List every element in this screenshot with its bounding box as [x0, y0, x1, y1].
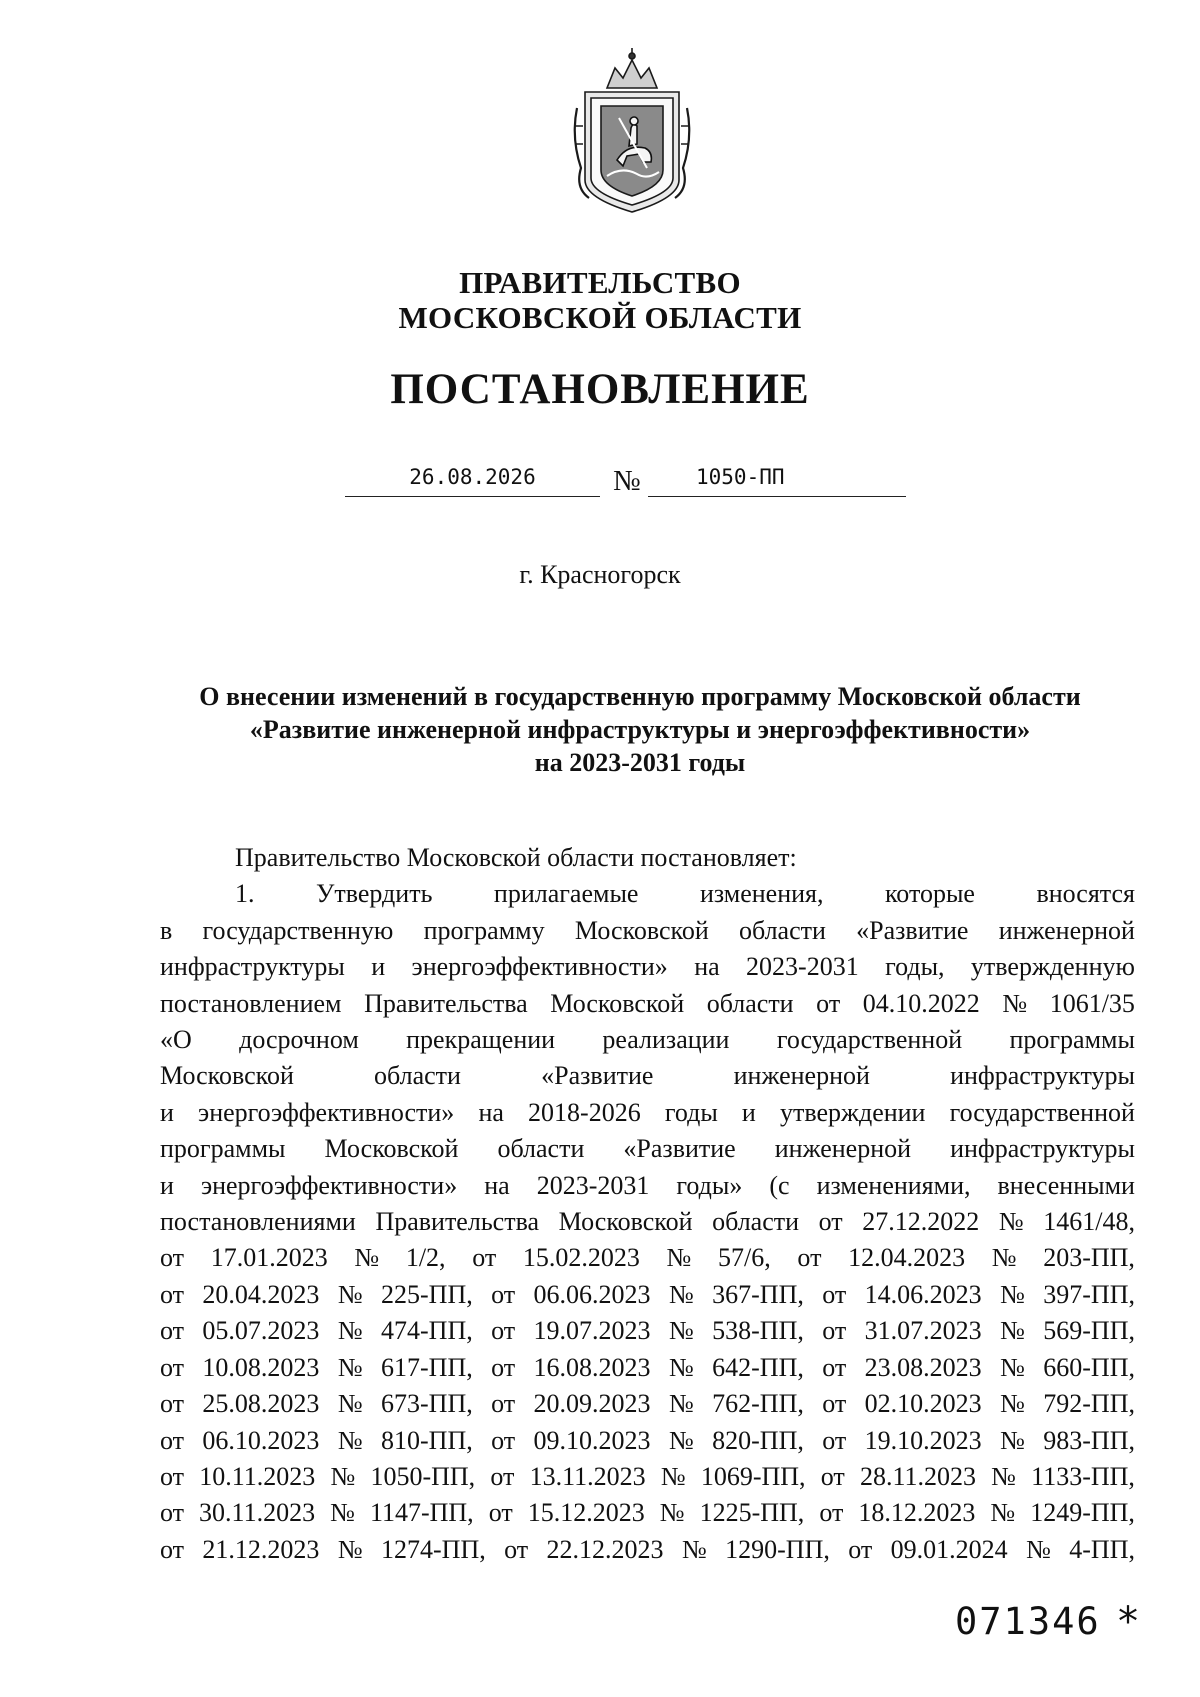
body-word: от: [819, 1498, 844, 1528]
body-word: Утвердить: [315, 879, 433, 909]
body-line: [160, 1313, 1135, 1349]
body-line: [160, 1350, 1135, 1386]
body-word: от: [818, 1207, 843, 1237]
body-word: 367-ПП,: [712, 1279, 804, 1309]
body-word: Правительства: [375, 1207, 540, 1237]
subject-line: «Развитие инженерной инфраструктуры и энергоэффективности»: [249, 715, 1031, 744]
body-word: №: [668, 1316, 694, 1346]
body-word: 02.10.2023: [864, 1389, 982, 1419]
body-word: №: [1026, 1534, 1051, 1564]
body-word: и: [741, 1097, 756, 1127]
body-line: [160, 1423, 1135, 1459]
body-word: от: [848, 1534, 873, 1564]
body-word: на: [478, 1097, 504, 1127]
body-word: Московской: [324, 1134, 459, 1164]
body-line: [160, 1386, 1135, 1422]
body-word: 1225-ПП,: [699, 1498, 805, 1528]
body-word: №: [668, 1425, 694, 1455]
body-word: от: [160, 1352, 185, 1382]
body-word: 23.08.2023: [864, 1352, 982, 1382]
body-word: программы: [160, 1134, 286, 1164]
body-word: 05.07.2023: [202, 1316, 320, 1346]
body-word: годы: [664, 1097, 718, 1127]
body-word: «Развитие: [623, 1134, 736, 1164]
body-word: №: [668, 1279, 694, 1309]
body-word: от: [822, 1279, 847, 1309]
body-word: 25.08.2023: [202, 1389, 320, 1419]
body-lines: [160, 876, 1135, 1568]
body-word: 820-ПП,: [712, 1425, 804, 1455]
body-word: №: [991, 1461, 1016, 1491]
body-word: изменения,: [699, 879, 824, 909]
body-word: энергоэффективности»: [198, 1097, 455, 1127]
body-word: №: [1000, 1352, 1025, 1382]
body-line: [160, 1459, 1135, 1495]
body-word: государственной: [776, 1025, 963, 1055]
body-word: вносятся: [1036, 879, 1135, 909]
body-word: от: [160, 1316, 185, 1346]
body-word: Московской: [160, 1061, 294, 1091]
body-word: государственную: [202, 915, 394, 945]
body-word: №: [337, 1316, 363, 1346]
body-word: области: [712, 1207, 800, 1237]
body-word: 2023-2031: [746, 952, 859, 982]
body-word: области: [374, 1061, 461, 1091]
body-word: области: [497, 1134, 585, 1164]
body-word: 31.07.2023: [864, 1316, 982, 1346]
body-word: 04.10.2022: [862, 988, 980, 1018]
body-word: 10.08.2023: [202, 1352, 320, 1382]
body-word: от: [488, 1498, 513, 1528]
body-word: №: [668, 1352, 694, 1382]
body-word: 13.11.2023: [529, 1461, 646, 1491]
body-word: области: [706, 988, 794, 1018]
body-line: [160, 876, 1135, 912]
body-word: №: [354, 1243, 380, 1273]
body-word: от: [491, 1316, 516, 1346]
body-word: 1249-ПП,: [1030, 1498, 1135, 1528]
body-line: [160, 1495, 1135, 1531]
body-intro: Правительство Московской области постановляет:: [235, 843, 797, 872]
body-word: от: [816, 988, 841, 1018]
body-word: изменениями,: [816, 1170, 971, 1200]
body-word: энергоэффективности»: [200, 1170, 458, 1200]
body-word: от: [160, 1425, 185, 1455]
body-word: инфраструктуры: [160, 952, 345, 982]
body-word: №: [330, 1461, 356, 1491]
body-word: 1147-ПП,: [369, 1498, 474, 1528]
body-word: от: [822, 1316, 847, 1346]
body-word: №: [337, 1352, 363, 1382]
body-word: 10.11.2023: [199, 1461, 316, 1491]
body-line: [160, 1532, 1135, 1568]
body-word: 12.04.2023: [848, 1243, 966, 1273]
body-word: (с: [769, 1170, 790, 1200]
body-word: 28.11.2023: [859, 1461, 976, 1491]
body-word: 27.12.2022: [862, 1207, 980, 1237]
body-word: от: [822, 1425, 847, 1455]
coat-of-arms-icon: [567, 48, 697, 216]
body-word: от: [797, 1243, 822, 1273]
body-word: программу: [423, 915, 545, 945]
body-word: от: [822, 1389, 847, 1419]
body-word: от: [160, 1389, 185, 1419]
body-word: №: [337, 1425, 363, 1455]
body-word: от: [160, 1534, 185, 1564]
body-word: 30.11.2023: [199, 1498, 316, 1528]
body-line: [160, 913, 1135, 949]
body-word: инженерной: [774, 1134, 912, 1164]
body-word: «О: [160, 1025, 192, 1055]
body-word: и: [160, 1170, 174, 1200]
body-word: 1274-ПП,: [381, 1534, 486, 1564]
body-word: 397-ПП,: [1043, 1279, 1135, 1309]
body-line: [160, 949, 1135, 985]
body-word: прекращении: [406, 1025, 556, 1055]
body-word: №: [998, 1207, 1024, 1237]
body-word: 21.12.2023: [202, 1534, 320, 1564]
body-word: 538-ПП,: [712, 1316, 804, 1346]
body-word: 16.08.2023: [533, 1352, 651, 1382]
body-word: утверждении: [779, 1097, 926, 1127]
body-word: 1050-ПП,: [370, 1461, 476, 1491]
body-line: [160, 1022, 1135, 1058]
body-word: 1/2,: [405, 1243, 446, 1273]
body-word: 06.06.2023: [533, 1279, 651, 1309]
body-word: 57/6,: [718, 1243, 771, 1273]
body-word: от: [160, 1279, 185, 1309]
body-word: 22.12.2023: [546, 1534, 664, 1564]
body-word: от: [160, 1243, 185, 1273]
body-word: от: [490, 1461, 515, 1491]
body-word: 1290-ПП,: [725, 1534, 830, 1564]
body-word: от: [491, 1352, 516, 1382]
body-word: внесенными: [997, 1170, 1135, 1200]
body-word: и: [160, 1097, 174, 1127]
body-word: 1133-ПП,: [1031, 1461, 1135, 1491]
body-word: №: [337, 1389, 363, 1419]
body-word: №: [990, 1498, 1016, 1528]
body-word: №: [1002, 988, 1028, 1018]
serial-number: 071346: [955, 1600, 1101, 1643]
body-word: 09.01.2024: [890, 1534, 1008, 1564]
body-word: 17.01.2023: [210, 1243, 328, 1273]
body-word: от: [160, 1498, 185, 1528]
body-word: 983-ПП,: [1043, 1425, 1135, 1455]
document-date: 26.08.2026: [345, 462, 600, 497]
body-word: 810-ПП,: [381, 1425, 473, 1455]
body-word: «Развитие: [541, 1061, 654, 1091]
body-word: 14.06.2023: [864, 1279, 982, 1309]
body-word: от: [160, 1461, 185, 1491]
body-line: [160, 1277, 1135, 1313]
body-word: №: [1000, 1316, 1025, 1346]
body-word: №: [337, 1279, 363, 1309]
body-word: №: [991, 1243, 1017, 1273]
body-word: 642-ПП,: [712, 1352, 804, 1382]
body-word: инфраструктуры: [950, 1061, 1135, 1091]
body-word: 15.02.2023: [522, 1243, 640, 1273]
body-word: инженерной: [998, 915, 1135, 945]
body-word: 2018-2026: [528, 1097, 641, 1127]
body-word: от: [822, 1352, 847, 1382]
body-word: №: [1000, 1425, 1025, 1455]
body-word: годы»: [676, 1170, 743, 1200]
document-number: 1050-ПП: [696, 465, 785, 489]
body-word: годы,: [885, 952, 945, 982]
document-body: [160, 840, 1135, 1568]
body-line: [160, 1131, 1135, 1167]
body-word: 18.12.2023: [858, 1498, 976, 1528]
body-word: прилагаемые: [493, 879, 639, 909]
body-word: на: [484, 1170, 510, 1200]
body-word: №: [337, 1534, 363, 1564]
number-sign: №: [613, 465, 641, 497]
body-word: №: [1000, 1389, 1025, 1419]
body-word: инженерной: [733, 1061, 870, 1091]
subject-line: О внесении изменений в государственную программу Московской области: [199, 682, 1081, 711]
body-word: 792-ПП,: [1043, 1389, 1135, 1419]
body-line: [160, 1204, 1135, 1240]
body-word: инфраструктуры: [950, 1134, 1135, 1164]
body-line: [160, 1168, 1135, 1204]
body-word: на: [694, 952, 720, 982]
body-word: от: [504, 1534, 529, 1564]
body-line: [160, 986, 1135, 1022]
body-word: №: [660, 1461, 686, 1491]
body-word: программы: [1009, 1025, 1135, 1055]
body-word: №: [666, 1243, 692, 1273]
body-word: 617-ПП,: [381, 1352, 473, 1382]
body-word: государственной: [949, 1097, 1135, 1127]
body-word: 4-ПП,: [1069, 1534, 1135, 1564]
body-word: 1069-ПП,: [700, 1461, 806, 1491]
body-word: 2023-2031: [536, 1170, 650, 1200]
body-word: от: [820, 1461, 845, 1491]
body-word: области: [738, 915, 826, 945]
body-word: 660-ПП,: [1043, 1352, 1135, 1382]
body-word: №: [668, 1389, 694, 1419]
body-word: от: [491, 1425, 516, 1455]
body-word: Московской: [574, 915, 709, 945]
body-word: реализации: [602, 1025, 730, 1055]
body-word: «Развитие: [856, 915, 969, 945]
body-word: 673-ПП,: [381, 1389, 473, 1419]
body-word: 20.09.2023: [533, 1389, 651, 1419]
body-word: 19.10.2023: [864, 1425, 982, 1455]
body-word: 19.07.2023: [533, 1316, 651, 1346]
body-word: от: [472, 1243, 497, 1273]
body-word: 762-ПП,: [712, 1389, 804, 1419]
document-number-field: [648, 462, 906, 497]
body-line: [160, 1058, 1135, 1094]
body-word: 20.04.2023: [202, 1279, 320, 1309]
body-word: 569-ПП,: [1043, 1316, 1135, 1346]
body-word: №: [1000, 1279, 1025, 1309]
body-word: Правительства: [364, 988, 528, 1018]
body-line: [160, 1240, 1135, 1276]
body-word: постановлениями: [160, 1207, 356, 1237]
body-word: №: [681, 1534, 707, 1564]
document-type: ПОСТАНОВЛЕНИЕ: [390, 366, 810, 413]
body-word: которые: [884, 879, 975, 909]
body-word: 474-ПП,: [381, 1316, 473, 1346]
government-name-line1: ПРАВИТЕЛЬСТВО: [459, 265, 741, 300]
body-word: утвержденную: [970, 952, 1135, 982]
body-word: в: [160, 915, 173, 945]
body-line: [160, 1095, 1135, 1131]
body-word: 09.10.2023: [533, 1425, 651, 1455]
subject-line: на 2023-2031 годы: [534, 748, 746, 777]
body-word: 06.10.2023: [202, 1425, 320, 1455]
body-word: №: [330, 1498, 355, 1528]
body-word: 225-ПП,: [381, 1279, 473, 1309]
city: г. Красногорск: [519, 560, 681, 589]
serial-mark: *: [1118, 1599, 1138, 1645]
body-word: 1061/35: [1049, 988, 1135, 1018]
body-word: Московской: [550, 988, 685, 1018]
body-word: 1.: [235, 879, 255, 909]
body-word: 1461/48,: [1043, 1207, 1135, 1237]
body-word: и: [371, 952, 386, 982]
body-word: 203-ПП,: [1043, 1243, 1135, 1273]
government-name-line2: МОСКОВСКОЙ ОБЛАСТИ: [398, 300, 802, 335]
body-word: от: [491, 1279, 516, 1309]
document-subject: [140, 680, 1140, 779]
body-word: от: [491, 1389, 516, 1419]
body-word: Московской: [558, 1207, 693, 1237]
body-word: досрочном: [239, 1025, 359, 1055]
body-word: энергоэффективности»: [411, 952, 668, 982]
body-word: постановлением: [160, 988, 342, 1018]
body-word: 15.12.2023: [527, 1498, 645, 1528]
body-word: №: [659, 1498, 685, 1528]
